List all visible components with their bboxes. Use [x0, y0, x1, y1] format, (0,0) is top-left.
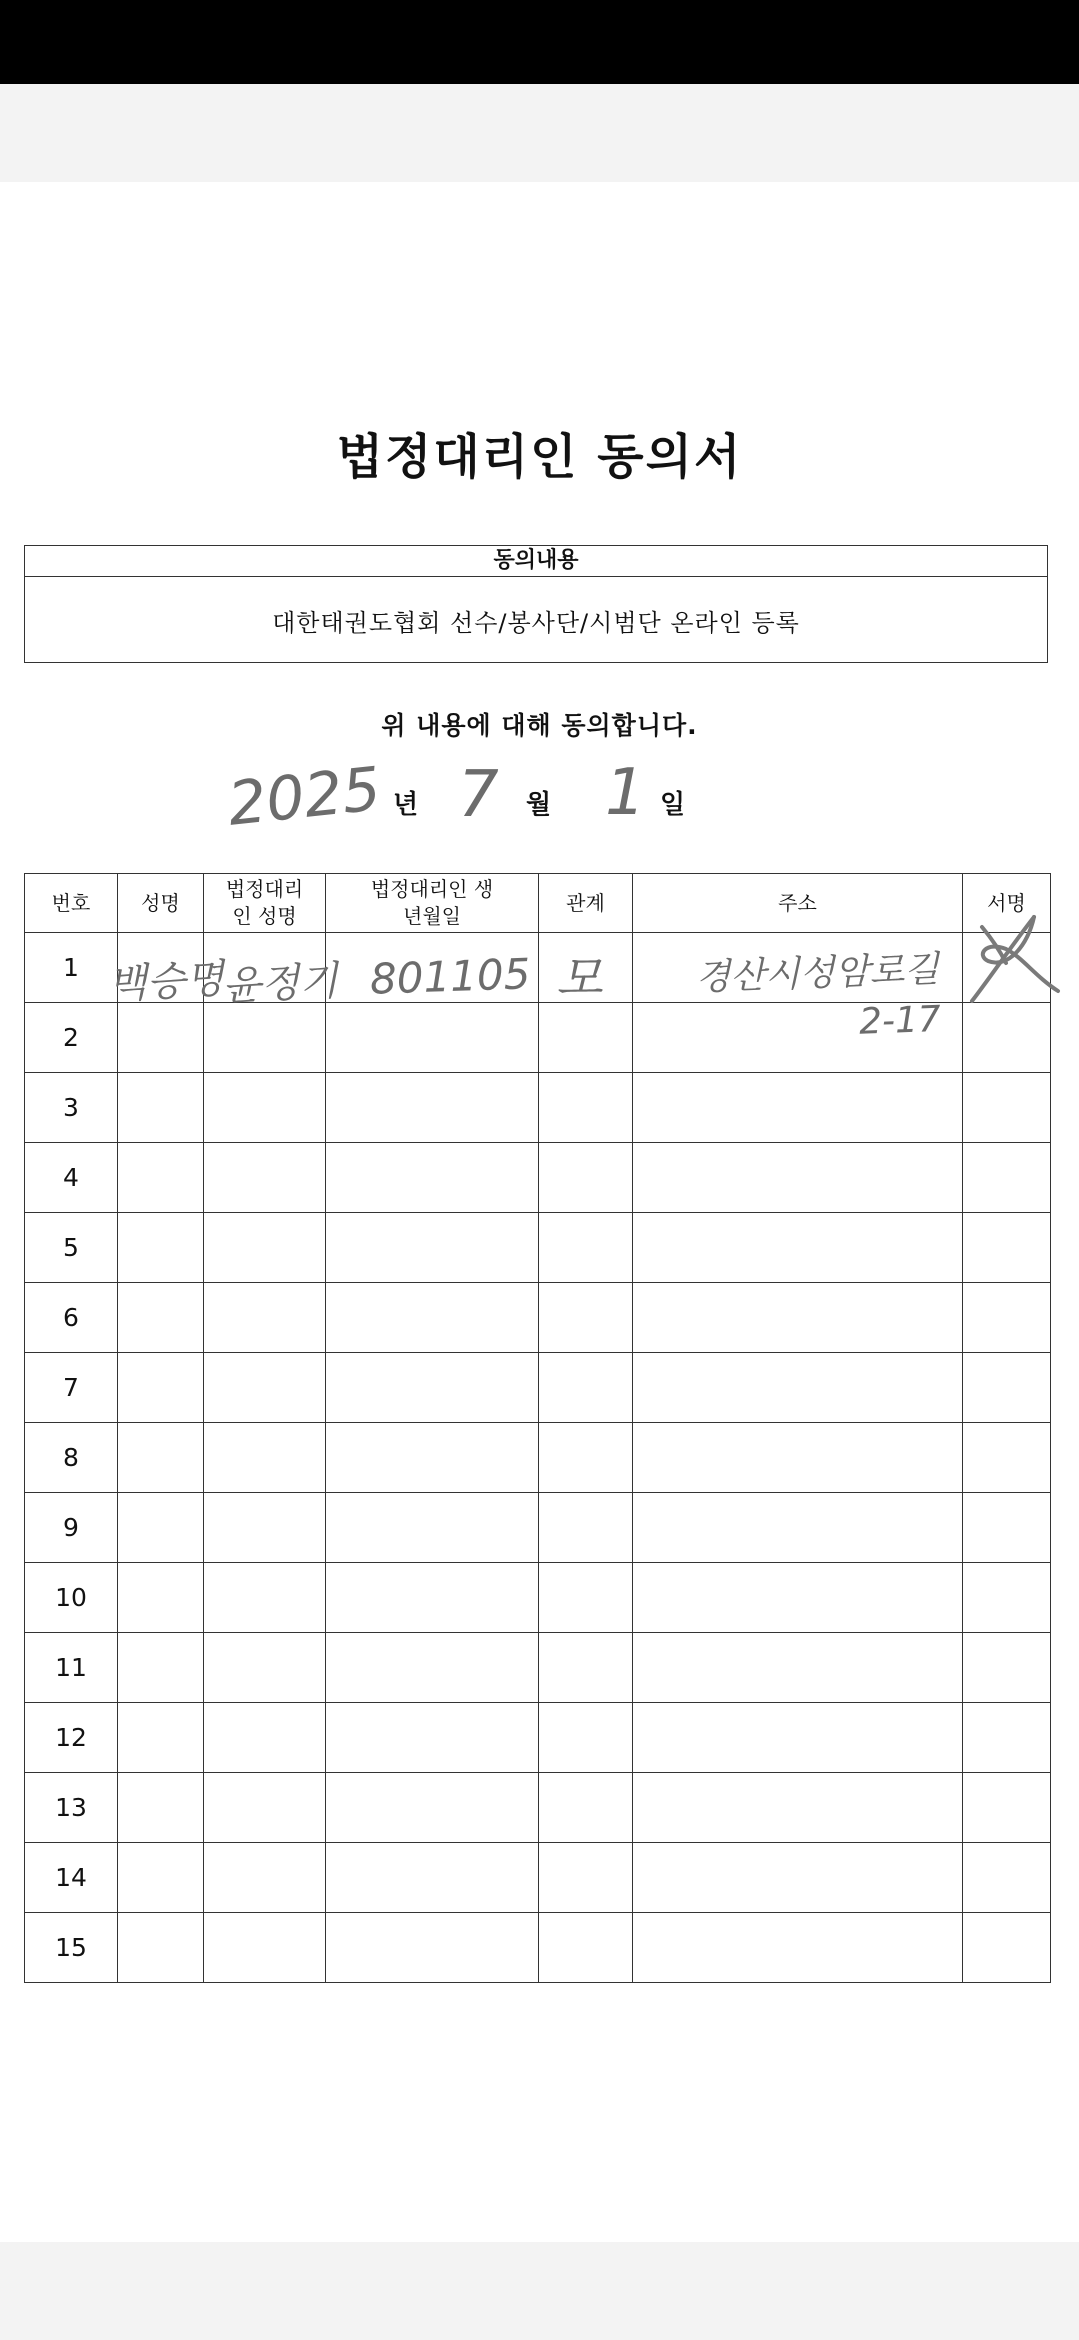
- cell-address: [633, 1843, 963, 1913]
- cell-guardian-birth: [326, 1633, 539, 1703]
- table-row: [25, 1143, 1051, 1213]
- cell-name: [118, 1143, 204, 1213]
- cell-name: [118, 1633, 204, 1703]
- cell-guardian-birth: [326, 1143, 539, 1213]
- col-header-guardian-name: 법정대리인 성명: [204, 874, 326, 933]
- cell-name: [118, 1773, 204, 1843]
- cell-signature: [963, 1353, 1051, 1423]
- cell-guardian-name: [204, 1493, 326, 1563]
- viewer-bottom-band: [0, 2242, 1079, 2340]
- status-bar: [0, 0, 1079, 84]
- cell-name: [118, 1213, 204, 1283]
- col-header-name: 성명: [118, 874, 204, 933]
- cell-guardian-birth: [326, 1913, 539, 1983]
- cell-relation: [539, 1283, 633, 1353]
- cell-guardian-name: [204, 1283, 326, 1353]
- handwritten-month: 7: [458, 758, 499, 832]
- viewer-top-band: [0, 84, 1079, 182]
- cell-signature: [963, 1003, 1051, 1073]
- cell-relation: [539, 1843, 633, 1913]
- consent-heading: 동의내용: [25, 546, 1047, 577]
- cell-address: [633, 1633, 963, 1703]
- cell-relation: [539, 1913, 633, 1983]
- cell-relation: [539, 1633, 633, 1703]
- cell-address: [633, 1563, 963, 1633]
- cell-guardian-birth: [326, 1563, 539, 1633]
- cell-number: 14: [25, 1843, 118, 1913]
- cell-guardian-birth: [326, 1703, 539, 1773]
- handwritten-name: 백승명: [107, 955, 226, 1008]
- cell-signature: [963, 1633, 1051, 1703]
- table-row: [25, 1703, 1051, 1773]
- table-row: [25, 1773, 1051, 1843]
- consent-box: [24, 545, 1048, 663]
- handwritten-year: 2025: [224, 754, 384, 840]
- cell-signature: [963, 1423, 1051, 1493]
- cell-guardian-name: [204, 1213, 326, 1283]
- col-header-number: 번호: [25, 874, 118, 933]
- cell-relation: [539, 1003, 633, 1073]
- cell-guardian-birth: [326, 1003, 539, 1073]
- table-row: [25, 1073, 1051, 1143]
- cell-relation: [539, 1353, 633, 1423]
- cell-number: 1: [25, 933, 118, 1003]
- cell-guardian-name: [204, 1563, 326, 1633]
- table-body: [25, 933, 1051, 1983]
- cell-guardian-name: [204, 1633, 326, 1703]
- table-row: [25, 1913, 1051, 1983]
- cell-address: [633, 1773, 963, 1843]
- cell-relation: [539, 1073, 633, 1143]
- cell-name: [118, 1003, 204, 1073]
- cell-guardian-name: [204, 1073, 326, 1143]
- table-header-row: [25, 874, 1051, 933]
- cell-number: 9: [25, 1493, 118, 1563]
- cell-name: [118, 1423, 204, 1493]
- table-row: [25, 1563, 1051, 1633]
- cell-name: [118, 1703, 204, 1773]
- cell-guardian-name: [204, 1773, 326, 1843]
- cell-signature: [963, 1493, 1051, 1563]
- col-header-address: 주소: [633, 874, 963, 933]
- cell-address: [633, 1073, 963, 1143]
- table-row: [25, 1283, 1051, 1353]
- cell-relation: [539, 1493, 633, 1563]
- cell-guardian-name: [204, 1703, 326, 1773]
- cell-signature: [963, 1843, 1051, 1913]
- cell-guardian-name: [204, 1423, 326, 1493]
- cell-name: [118, 1073, 204, 1143]
- table-row: [25, 1213, 1051, 1283]
- cell-address: [633, 1423, 963, 1493]
- col-header-guardian-birth: 법정대리인 생년월일: [326, 874, 539, 933]
- cell-address: [633, 1703, 963, 1773]
- cell-address: [633, 1353, 963, 1423]
- year-unit: 년: [393, 790, 419, 820]
- cell-relation: [539, 1563, 633, 1633]
- cell-guardian-name: [204, 1003, 326, 1073]
- cell-guardian-birth: [326, 1843, 539, 1913]
- handwritten-day: 1: [605, 756, 646, 830]
- agree-statement: 위 내용에 대해 동의합니다.: [381, 711, 698, 740]
- table-row: [25, 1423, 1051, 1493]
- consent-content: 대한태권도협회 선수/봉사단/시범단 온라인 등록: [272, 608, 800, 637]
- cell-number: 4: [25, 1143, 118, 1213]
- table-row: [25, 1843, 1051, 1913]
- cell-guardian-name: [204, 1353, 326, 1423]
- cell-relation: [539, 1143, 633, 1213]
- cell-name: [118, 1283, 204, 1353]
- cell-number: 7: [25, 1353, 118, 1423]
- table-row: [25, 1633, 1051, 1703]
- cell-name: [118, 1493, 204, 1563]
- handwritten-address: 경산시성암로길 2-17: [695, 948, 942, 1043]
- cell-guardian-birth: [326, 1773, 539, 1843]
- handwritten-guardian-name: 윤정기: [221, 957, 340, 1010]
- handwritten-relation: 모: [556, 951, 603, 1007]
- cell-signature: [963, 1703, 1051, 1773]
- cell-guardian-name: [204, 1913, 326, 1983]
- cell-name: [118, 1563, 204, 1633]
- cell-guardian-birth: [326, 1423, 539, 1493]
- cell-signature: [963, 1563, 1051, 1633]
- cell-address: [633, 1143, 963, 1213]
- cell-number: 13: [25, 1773, 118, 1843]
- cell-signature: [963, 1283, 1051, 1353]
- cell-guardian-birth: [326, 1353, 539, 1423]
- day-unit: 일: [660, 790, 686, 820]
- cell-signature: [963, 1773, 1051, 1843]
- cell-relation: [539, 1213, 633, 1283]
- cell-signature: [963, 1213, 1051, 1283]
- cell-number: 10: [25, 1563, 118, 1633]
- col-header-relation: 관계: [539, 874, 633, 933]
- document-title: 법정대리인 동의서: [336, 429, 743, 485]
- cell-number: 2: [25, 1003, 118, 1073]
- handwritten-guardian-birth: 801105: [369, 949, 532, 1004]
- cell-number: 11: [25, 1633, 118, 1703]
- cell-guardian-name: [204, 1143, 326, 1213]
- cell-guardian-name: [204, 1843, 326, 1913]
- cell-address: [633, 1283, 963, 1353]
- cell-number: 3: [25, 1073, 118, 1143]
- cell-relation: [539, 1703, 633, 1773]
- cell-guardian-birth: [326, 1493, 539, 1563]
- cell-name: [118, 1913, 204, 1983]
- cell-name: [118, 1843, 204, 1913]
- cell-guardian-birth: [326, 1283, 539, 1353]
- cell-signature: [963, 1143, 1051, 1213]
- cell-signature: [963, 1913, 1051, 1983]
- cell-number: 12: [25, 1703, 118, 1773]
- cell-guardian-birth: [326, 1073, 539, 1143]
- cell-guardian-birth: [326, 1213, 539, 1283]
- cell-number: 5: [25, 1213, 118, 1283]
- cell-address: [633, 1213, 963, 1283]
- cell-number: 8: [25, 1423, 118, 1493]
- cell-signature: [963, 1073, 1051, 1143]
- cell-number: 6: [25, 1283, 118, 1353]
- cell-number: 15: [25, 1913, 118, 1983]
- table-row: [25, 1353, 1051, 1423]
- cell-address: [633, 1493, 963, 1563]
- cell-address: [633, 1913, 963, 1983]
- cell-name: [118, 1353, 204, 1423]
- month-unit: 월: [526, 790, 552, 820]
- col-header-signature: 서명: [963, 874, 1051, 933]
- table-row: [25, 1493, 1051, 1563]
- signature-mark-icon: [962, 905, 1072, 1010]
- cell-relation: [539, 1773, 633, 1843]
- cell-relation: [539, 1423, 633, 1493]
